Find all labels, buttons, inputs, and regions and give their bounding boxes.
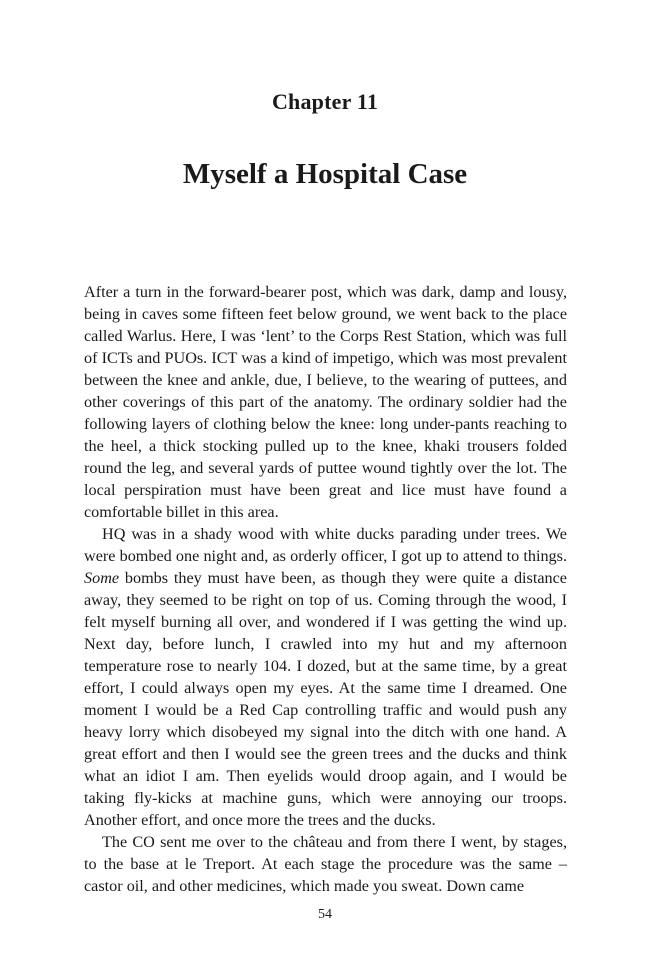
chapter-title: Myself a Hospital Case [182, 158, 468, 190]
page-number: 54 [318, 907, 332, 922]
paragraph-1: After a turn in the forward-bearer post, which was dark, damp and lousy, being in caves some fifteen feet below ground, we went back to the place called Warlus. Here, I was ‘lent’ to the Corps Rest Station, which was full of ICTs and PUOs. ICT was a kind of impetigo, which was most prevalent between the knee and ankle, due, I believe, to the wearing of puttees, and other coverings of this part of the anatomy. The ordinary soldier had the following layers of clothing below the knee: long under-pants reaching to the heel, a thick stocking pulled up to the knee, khaki trousers folded round the leg, and several yards of puttee wound tightly over the lot. The local perspiration must have been great and lice must have found a comfortable billet in this area. [84, 283, 567, 521]
paragraph-3: The CO sent me over to the château and from there I went, by stages, to the base at le Treport. At each stage the procedure was the same – castor oil, and other medicines, which made you sweat. Down came [84, 833, 567, 895]
emphasis-word: Some [84, 569, 120, 587]
paragraph-2-rest: bombs they must have been, as though they were quite a distance away, they seemed to be right on top of us. Coming through the wood, I felt myself burning all over, and wondered if I was getting the wind up. Next day, before lunch, I crawled into my hut and my afternoon temperature rose to nearly 104. I dozed, but at the same time, by a great effort, I could always open my eyes. At the same time I dreamed. One moment I would be a Red Cap controlling traffic and would push any heavy lorry which disobeyed my signal into the ditch with one hand. A great effort and then I would see the green trees and the ducks and think what an idiot I am. Then eyelids would droop again, and I would be taking fly-kicks at machine guns, which were annoying our troops. Another effort, and once more the trees and the ducks. [84, 569, 567, 829]
body-text [84, 281, 567, 897]
chapter-number: Chapter 11 [271, 89, 379, 114]
paragraph-2 [84, 523, 567, 831]
paragraph-2-start: HQ was in a shady wood with white ducks parading under trees. We were bombed one night and, as orderly officer, I got up to attend to things. [84, 525, 567, 565]
